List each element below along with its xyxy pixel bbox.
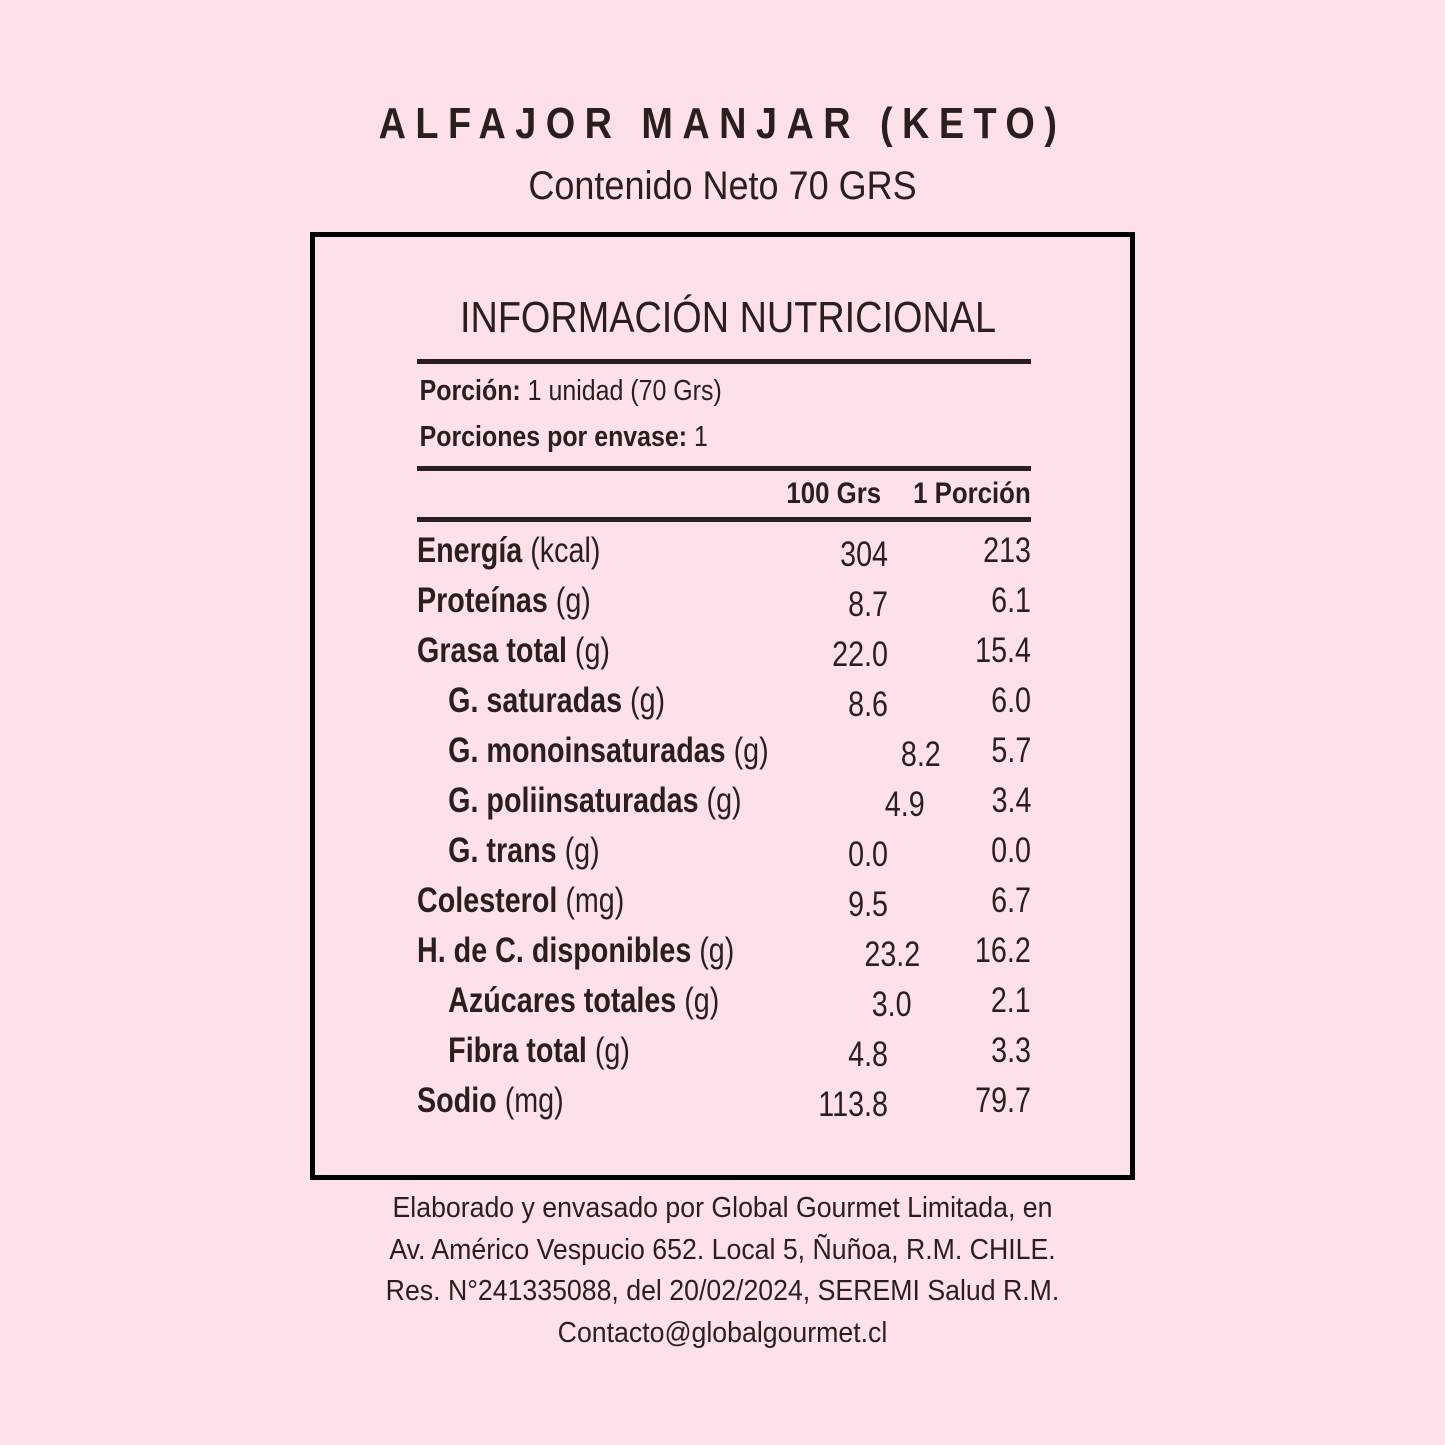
value-per-portion: 6.7 (991, 881, 1031, 920)
footer-line: Res. N°241335088, del 20/02/2024, SEREMI Salud R.M. (385, 1275, 1060, 1307)
serving-size-value: 1 unidad (70 Grs) (520, 375, 722, 407)
value-per-portion: 15.4 (975, 631, 1031, 670)
nutrient-name: H. de C. disponibles (417, 931, 692, 970)
nutrient-name: G. saturadas (448, 681, 623, 720)
manufacturer-info (58, 1188, 1387, 1354)
value-per-100g: 8.2 (900, 735, 941, 774)
value-per-portion: 79.7 (975, 1081, 1031, 1120)
nutrient-label (417, 926, 734, 976)
column-headers (417, 471, 1031, 517)
nutrient-row (417, 976, 1031, 1026)
nutrient-row (417, 526, 1031, 576)
nutrient-rows (417, 526, 1031, 1126)
nutrient-label (417, 1026, 680, 1076)
nutrient-row (417, 626, 1031, 676)
nutrient-name: Azúcares totales (448, 981, 677, 1020)
nutrient-row (417, 876, 1031, 926)
nutrient-label (417, 526, 680, 576)
value-per-100g: 0.0 (848, 835, 888, 874)
nutrient-label (417, 726, 769, 776)
nutrient-name: Grasa total (417, 631, 567, 670)
value-per-portion: 3.4 (991, 781, 1031, 820)
net-content: Contenido Neto 70 GRS (528, 164, 917, 208)
value-per-portion: 5.7 (991, 731, 1031, 770)
servings-per-container-value: 1 (687, 421, 708, 453)
value-per-portion: 3.3 (991, 1031, 1031, 1070)
nutrient-unit: (g) (547, 581, 591, 620)
value-per-100g: 8.7 (848, 585, 888, 624)
servings-per-container (417, 414, 945, 460)
divider (417, 517, 1031, 522)
nutrient-unit: (mg) (557, 881, 625, 920)
value-per-100g: 23.2 (864, 935, 921, 974)
nutrient-name: Fibra total (448, 1031, 587, 1070)
value-per-100g: 4.9 (884, 785, 925, 824)
nutrient-row (417, 1026, 1031, 1076)
value-per-100g: 3.0 (871, 985, 912, 1024)
nutrient-unit: (g) (556, 831, 600, 870)
column-header-portion: 1 Porción (913, 477, 1031, 510)
nutrient-name: Sodio (417, 1081, 497, 1120)
value-per-100g: 9.5 (848, 885, 888, 924)
footer-line: Av. Américo Vespucio 652. Local 5, Ñuñoa, R.M. CHILE. (389, 1233, 1056, 1266)
nutrient-unit: (kcal) (522, 531, 601, 570)
nutrient-label (417, 576, 680, 626)
value-per-portion: 0.0 (991, 831, 1031, 870)
serving-info (417, 364, 1031, 466)
nutrient-row (417, 576, 1031, 626)
nutrition-panel (417, 280, 1031, 1126)
footer-line: Elaborado y envasado por Global Gourmet Limitada, en (392, 1192, 1053, 1224)
nutrient-name: G. monoinsaturadas (448, 731, 726, 770)
nutrient-name: G. trans (448, 831, 557, 870)
nutrient-label (417, 776, 742, 826)
nutrient-label (417, 876, 680, 926)
nutrient-unit: (g) (566, 631, 610, 670)
product-title: ALFAJOR MANJAR (KETO) (378, 99, 1067, 148)
nutrient-name: Energía (417, 531, 523, 570)
nutrient-unit: (g) (725, 731, 769, 770)
panel-title: INFORMACIÓN NUTRICIONAL (459, 293, 997, 342)
contact-email: Contacto@globalgourmet.cl (557, 1316, 888, 1349)
nutrient-row (417, 926, 1031, 976)
nutrient-label (417, 826, 680, 876)
nutrient-unit: (g) (676, 981, 720, 1020)
nutrient-unit: (mg) (496, 1081, 564, 1120)
nutrient-row (417, 676, 1031, 726)
value-per-portion: 6.1 (991, 581, 1031, 620)
value-per-portion: 6.0 (991, 681, 1031, 720)
nutrient-row (417, 776, 1031, 826)
value-per-100g: 22.0 (832, 635, 888, 674)
serving-size-label: Porción: (419, 375, 521, 407)
nutrient-unit: (g) (586, 1031, 630, 1070)
nutrient-row (417, 826, 1031, 876)
value-per-100g: 4.8 (848, 1035, 888, 1074)
value-per-100g: 113.8 (818, 1085, 888, 1124)
nutrient-label (417, 626, 680, 676)
nutrient-label (417, 976, 719, 1026)
nutrient-unit: (g) (691, 931, 735, 970)
nutrient-unit: (g) (698, 781, 742, 820)
nutrient-name: G. poliinsaturadas (448, 781, 699, 820)
nutrient-label (417, 676, 680, 726)
serving-size (417, 368, 945, 414)
nutrient-label (417, 1076, 680, 1126)
servings-per-container-label: Porciones por envase: (419, 421, 688, 453)
nutrient-row (417, 1076, 1031, 1126)
nutrient-unit: (g) (622, 681, 666, 720)
column-header-100g: 100 Grs (786, 477, 881, 510)
nutrient-name: Colesterol (417, 881, 558, 920)
nutrient-name: Proteínas (417, 581, 548, 620)
value-per-100g: 304 (840, 535, 888, 574)
value-per-portion: 213 (983, 531, 1031, 570)
value-per-portion: 2.1 (991, 981, 1031, 1020)
value-per-100g: 8.6 (848, 685, 888, 724)
nutrient-row (417, 726, 1031, 776)
value-per-portion: 16.2 (975, 931, 1031, 970)
